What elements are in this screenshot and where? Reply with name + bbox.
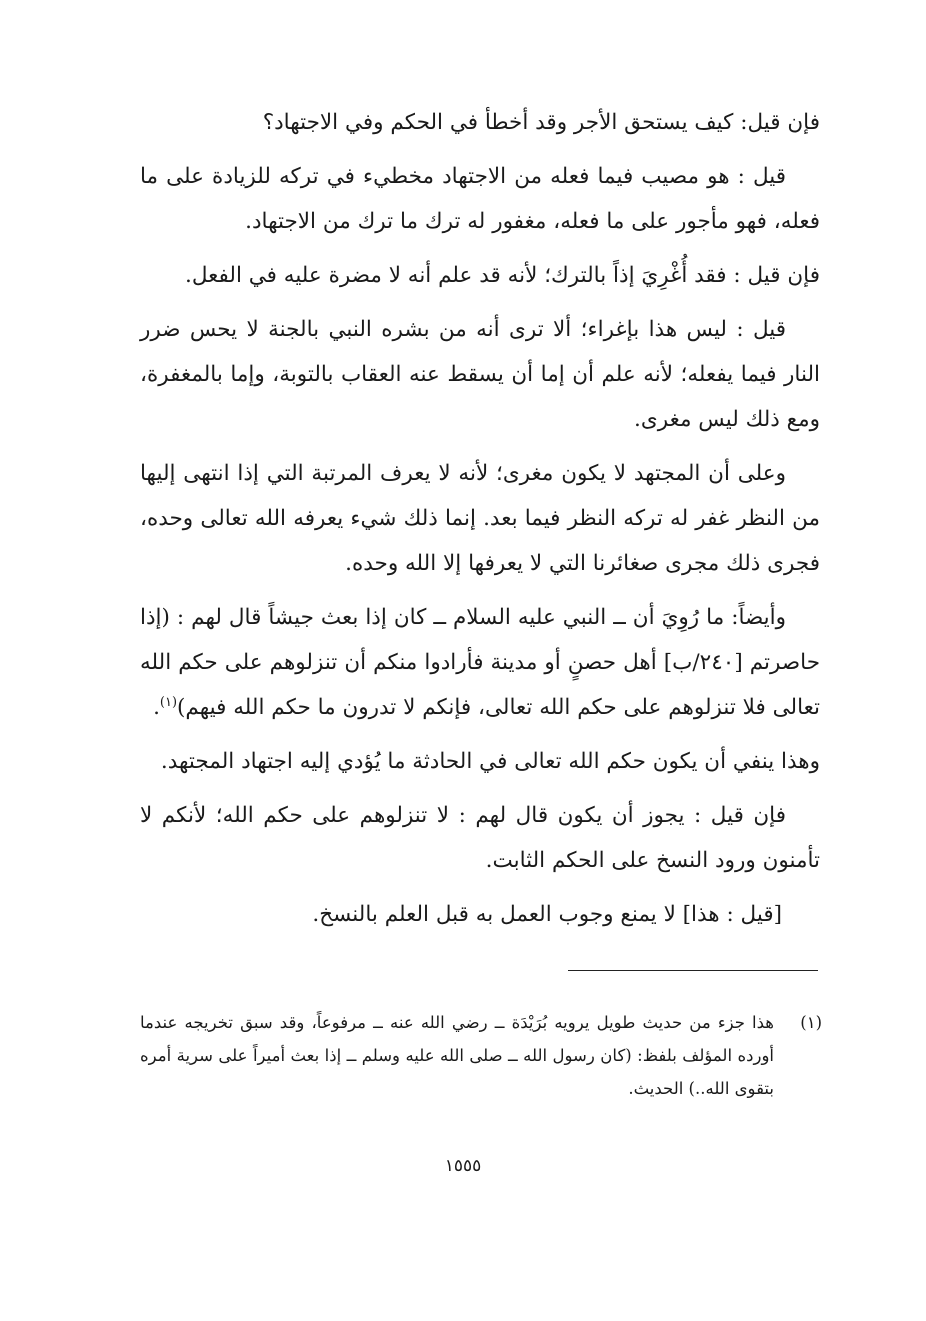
main-text — [140, 100, 820, 946]
paragraph-answer-1: قيل : هو مصيب فيما فعله من الاجتهاد مخطيء في تركه للزيادة على ما فعله، فهو مأجور على ما فعله، مغفور له ترك ما ترك من الاجتهاد. — [140, 164, 820, 234]
paragraph-answer-2: قيل : ليس هذا بإغراء؛ ألا ترى أنه من بشره النبي بالجنة لا يحس ضرر النار فيما يفعله؛ لأنه علم أن إما أن يسقط عنه العقاب بالتوبة، وإما بالمغفرة، ومع ذلك ليس مغرى. — [140, 317, 820, 432]
footnote-text: هذا جزء من حديث طويل يرويه بُرَيْدَة ــ رضي الله عنه ــ مرفوعاً، وقد سبق تخريجه عندما أورده المؤلف بلفظ: (كان رسول الله ــ صلى الله عليه وسلم ــ إذا بعث أميراً على سرية أمره بتقوى الله..) الحديث. — [140, 1013, 774, 1098]
footnote-item — [140, 1006, 822, 1105]
footnote-reference[interactable]: (١) — [159, 694, 178, 710]
paragraph-question-2: فإن قيل : فقد أُغْرِيَ إذاً بالترك؛ لأنه قد علم أنه لا مضرة عليه في الفعل. — [185, 263, 820, 288]
paragraph-conclusion: وهذا ينفي أن يكون حكم الله تعالى في الحادثة ما يُؤدي إليه اجتهاد المجتهد. — [160, 749, 820, 774]
hadith-text: وأيضاً: ما رُوِيَ أن ــ النبي عليه السلام ــ كان إذا بعث جيشاً قال لهم : (إذا حاصرتم [٢٤٠/ب] أهل حصنٍ أو مدينة فأرادوا منكم أن تنزلوهم على حكم الله تعالى فلا تنزلوهم على حكم الله تعالى، فإنكم لا تدرون ما حكم الله فيهم) — [140, 605, 820, 720]
footnotes-section — [140, 1006, 822, 1105]
footnote-number: (١) — [800, 1013, 822, 1032]
paragraph-hadith — [140, 595, 820, 730]
paragraph-mujtahid: وعلى أن المجتهد لا يكون مغرى؛ لأنه لا يعرف المرتبة التي إذا انتهى إليها من النظر غفر له تركه النظر فيما بعد. إنما ذلك شيء يعرفه الله تعالى وحده، فجرى ذلك مجرى صغائرنا التي لا يعرفها إلا الله وحده. — [140, 461, 820, 576]
paragraph-question-1: فإن قيل: كيف يستحق الأجر وقد أخطأ في الحكم وفي الاجتهاد؟ — [262, 110, 820, 135]
footnote-divider — [568, 970, 818, 971]
paragraph-answer-3: [قيل : هذا] لا يمنع وجوب العمل به قبل العلم بالنسخ. — [312, 902, 782, 927]
paragraph-question-3: فإن قيل : يجوز أن يكون قال لهم : لا تنزلوهم على حكم الله؛ لأنكم لا تأمنون ورود النسخ على الحكم الثابت. — [140, 803, 820, 873]
page-number: ١٥٥٥ — [444, 1156, 482, 1176]
paragraph-end-dot: . — [153, 695, 160, 720]
